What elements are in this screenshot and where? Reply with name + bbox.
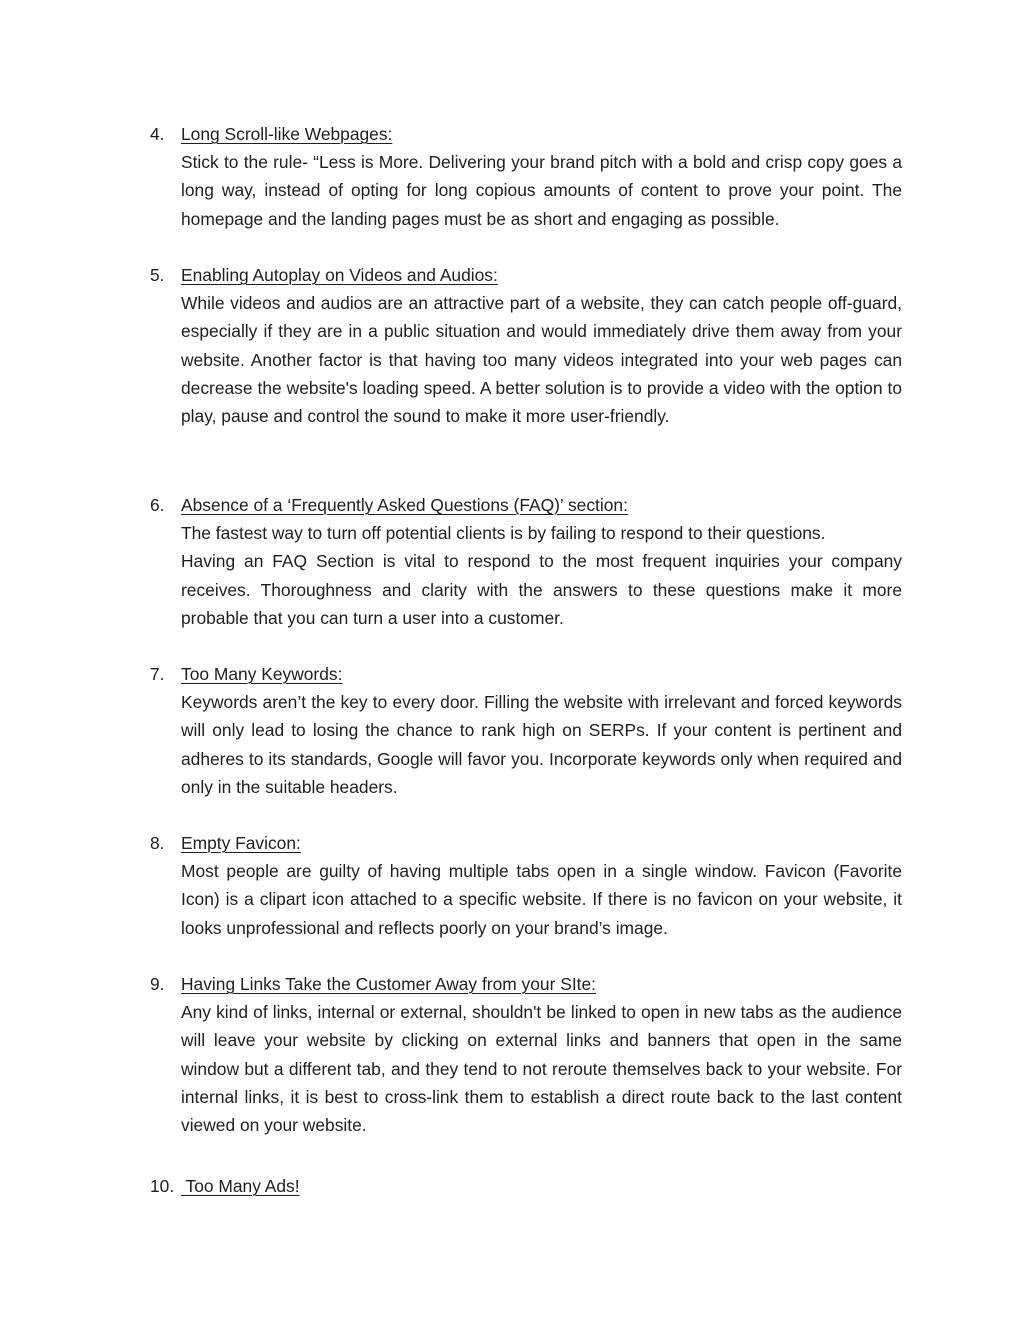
paragraph: Keywords aren’t the key to every door. Filling the website with irrelevant and forced keywords will only lead to losing the chance to rank high on SERPs. If your content is pertinent and adheres to its standards, Google will favor you. Incorporate keywords only when required and only in the suitable headers. (181, 692, 902, 797)
list-number: 9. (150, 974, 165, 994)
section-heading: Too Many Ads! (181, 1176, 300, 1196)
list-item (150, 970, 902, 1139)
section-heading: Empty Favicon: (181, 833, 301, 853)
list-item (150, 660, 902, 801)
list-item-content (181, 660, 902, 801)
list-item (150, 491, 902, 632)
paragraph: Most people are guilty of having multiple tabs open in a single window. Favicon (Favorite Icon) is a clipart icon attached to a specific website. If there is no favicon on your website, it looks unprofessional and reflects poorly on your brand’s image. (181, 861, 902, 938)
list-number: 5. (150, 265, 165, 285)
list-item (150, 261, 902, 430)
list-number: 8. (150, 833, 165, 853)
section-heading: Long Scroll-like Webpages: (181, 124, 393, 144)
list-item (150, 1172, 902, 1200)
section-heading: Having Links Take the Customer Away from your SIte: (181, 974, 596, 994)
list-number: 7. (150, 664, 165, 684)
list-item (150, 120, 902, 233)
section-heading: Enabling Autoplay on Videos and Audios: (181, 265, 498, 285)
paragraph: Any kind of links, internal or external, shouldn't be linked to open in new tabs as the audience will leave your website by clicking on external links and banners that open in the same window but a different tab, and they tend to not reroute themselves back to your website. For internal links, it is best to cross-link them to establish a direct route back to the last content viewed on your website. (181, 1002, 902, 1136)
list-item-content (181, 120, 902, 233)
list-item-content (181, 491, 902, 632)
section-heading: Absence of a ‘Frequently Asked Questions (FAQ)’ section: (181, 495, 628, 515)
list-item-content (181, 970, 902, 1139)
paragraph: Having an FAQ Section is vital to respond to the most frequent inquiries your company receives. Thoroughness and clarity with the answers to these questions make it more probable that you can turn a user into a customer. (181, 551, 902, 628)
list-item (150, 829, 902, 942)
list-number: 10. (150, 1176, 175, 1196)
list-number: 6. (150, 495, 165, 515)
list-item-content (181, 829, 902, 942)
list-item-content (181, 1172, 902, 1200)
paragraph: Stick to the rule- “Less is More. Delivering your brand pitch with a bold and crisp copy goes a long way, instead of opting for long copious amounts of content to prove your point. The homepage and the landing pages must be as short and engaging as possible. (181, 152, 902, 229)
paragraph: While videos and audios are an attractive part of a website, they can catch people off-guard, especially if they are in a public situation and would immediately drive them away from your website. Another factor is that having too many videos integrated into your web pages can decrease the website's loading speed. A better solution is to provide a video with the option to play, pause and control the sound to make it more user-friendly. (181, 293, 902, 427)
paragraph: The fastest way to turn off potential clients is by failing to respond to their questions. (181, 523, 826, 544)
list-item-content (181, 261, 902, 430)
list-number: 4. (150, 124, 165, 144)
section-heading: Too Many Keywords: (181, 664, 343, 684)
